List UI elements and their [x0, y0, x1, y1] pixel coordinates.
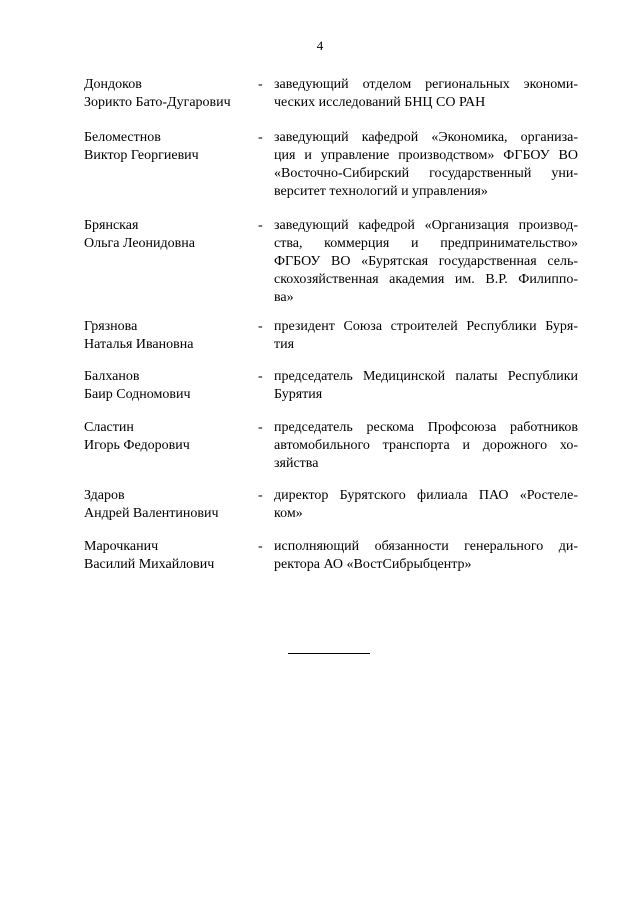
member-position [274, 217, 578, 307]
position-line: «Восточно-Сибирский государственный уни- [274, 166, 578, 181]
dash-separator: - [258, 420, 263, 435]
member-name [84, 538, 254, 574]
page-number: 4 [316, 38, 324, 53]
position-line: зяйства [274, 456, 319, 471]
member-name [84, 487, 254, 523]
position-line: председатель Медицинской палаты Республики [274, 369, 578, 384]
member-surname: Марочканич [84, 539, 159, 554]
dash-separator: - [258, 488, 263, 503]
member-position [274, 129, 578, 201]
member-given-names: Зорикто Бато-Дугарович [84, 95, 231, 110]
member-given-names: Василий Михайлович [84, 557, 215, 572]
member-name [84, 368, 254, 404]
position-line: ком» [274, 506, 303, 521]
member-name [84, 419, 254, 455]
position-line: тия [274, 337, 295, 352]
member-name [84, 318, 254, 354]
position-line: ректора АО «ВостСибрыбцентр» [274, 557, 472, 572]
position-line: исполняющий обязанности генерального ди- [274, 539, 578, 554]
position-line: заведующий отделом региональных экономи- [274, 77, 578, 92]
dash-separator: - [258, 77, 263, 92]
member-surname: Сластин [84, 420, 134, 435]
dash-separator: - [258, 218, 263, 233]
position-line: скохозяйственная академия им. В.Р. Филиппо- [274, 272, 578, 287]
member-given-names: Виктор Георгиевич [84, 148, 199, 163]
member-name [84, 76, 254, 112]
member-position [274, 76, 578, 112]
position-line: директор Бурятского филиала ПАО «Ростеле- [274, 488, 578, 503]
member-given-names: Баир Содномович [84, 387, 191, 402]
member-name [84, 217, 254, 253]
dash-separator: - [258, 539, 263, 554]
position-line: председатель рескома Профсоюза работников [274, 420, 578, 435]
member-given-names: Наталья Ивановна [84, 337, 194, 352]
position-line: ФГБОУ ВО «Бурятская государственная сель- [274, 254, 578, 269]
member-name [84, 129, 254, 165]
position-line: президент Союза строителей Республики Буря- [274, 319, 578, 334]
member-surname: Грязнова [84, 319, 138, 334]
dash-separator: - [258, 319, 263, 334]
position-line: ства, коммерция и предпринимательство» [274, 236, 578, 251]
member-surname: Здаров [84, 488, 125, 503]
position-line: ческих исследований БНЦ СО РАН [274, 95, 486, 110]
position-line: ция и управление производством» ФГБОУ ВО [274, 148, 578, 163]
position-line: заведующий кафедрой «Организация производ- [274, 218, 578, 233]
position-line: верситет технологий и управления» [274, 184, 488, 199]
member-given-names: Ольга Леонидовна [84, 236, 195, 251]
position-line: Бурятия [274, 387, 323, 402]
member-given-names: Игорь Федорович [84, 438, 190, 453]
end-separator-line [288, 653, 370, 654]
member-position [274, 487, 578, 523]
member-surname: Дондоков [84, 77, 142, 92]
member-position [274, 538, 578, 574]
member-position [274, 368, 578, 404]
position-line: заведующий кафедрой «Экономика, организа- [274, 130, 578, 145]
dash-separator: - [258, 369, 263, 384]
member-position [274, 419, 578, 473]
dash-separator: - [258, 130, 263, 145]
member-position [274, 318, 578, 354]
position-line: ва» [274, 290, 294, 305]
member-surname: Брянская [84, 218, 139, 233]
member-surname: Беломестнов [84, 130, 161, 145]
position-line: автомобильного транспорта и дорожного хо- [274, 438, 578, 453]
member-given-names: Андрей Валентинович [84, 506, 219, 521]
member-surname: Балханов [84, 369, 140, 384]
